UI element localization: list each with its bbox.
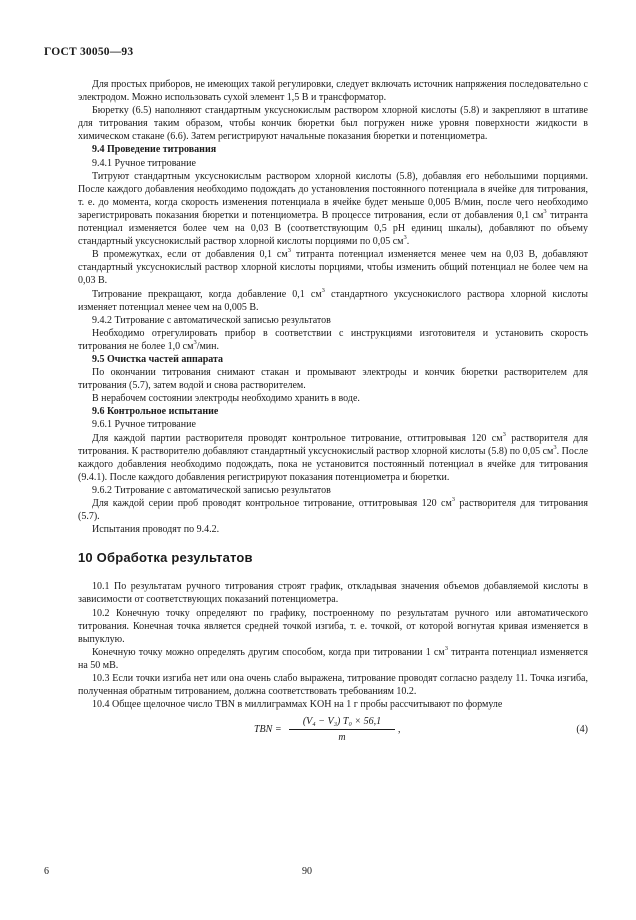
paragraph: 9.6.2 Титрование с автоматической записью результатов	[92, 484, 331, 496]
paragraph: Испытания проводят по 9.4.2.	[92, 524, 220, 536]
paragraph: 10.3 Если точки изгиба нет или она очень слабо выражена, титрование проводят согласно разделу 11. Точка изгиба, полученная обратным титрованием, должна соответствовать требованиям 10.2.	[78, 673, 588, 698]
formula-number: (4)	[576, 724, 588, 736]
formula-numerator: (V₄ − V₃) T₀ × 56,1	[289, 715, 395, 730]
paragraph: Титруют стандартным уксуснокислым раствором хлорной кислоты (5.8), добавляя его небольшими порциями. После каждого добавления необходимо подождать до установления постоянного потенциала в ячейке для титрования, т. е. до момента, когда скорость изменения потенциала в ячейке будет меньше 0,005 В/мин, после чего необходимо зарегистрировать показания бюретки и потенциометра. В процессе титрования, если от добавления 0,1 $см^3$ титранта потенциал изменяется более чем на 0,03 В (соответствующим 0,5 pH единиц шкалы), добавляют по объему стандартный уксуснокислый раствор хлорной кислоты порциями по 0,05 $см^3$.	[78, 170, 588, 248]
subsection-heading: 9.6 Контрольное испытание	[92, 406, 219, 418]
formula-fraction	[289, 715, 395, 744]
paragraph: Для простых приборов, не имеющих такой регулировки, следует включать источник напряжения последовательно с электродом. Можно использовать сухой элемент 1,5 В и трансформатор.	[78, 79, 588, 104]
subsection-heading: 9.4 Проведение титрования	[92, 144, 217, 156]
document-body	[78, 78, 588, 751]
paragraph: Для каждой серии проб проводят контрольное титрование, оттитровывая 120 $см^3$ растворителя для титрования (5.7).	[78, 496, 588, 523]
paragraph: Конечную точку можно определять другим способом, когда при титровании 1 $см^3$ титранта потенциал изменяется на 50 мВ.	[78, 645, 588, 671]
paragraph: Необходимо отрегулировать прибор в соответствии с инструкциями изготовителя и установить скорость титрования не более 1,0 $см^3$/мин.	[78, 327, 588, 352]
section-heading: 10 Обработка результатов	[78, 550, 253, 566]
paragraph: 10.4 Общее щелочное число TBN в миллиграммах KOH на 1 г пробы рассчитывают по формуле	[92, 699, 503, 711]
formula-denominator: m	[338, 732, 346, 744]
paragraph: Титрование прекращают, когда добавление 0,1 $см^3$ стандартного уксуснокислого раствора хлорной кислоты изменяет потенциал менее чем на 0,005 В.	[78, 286, 588, 313]
paragraph: 10.1 По результатам ручного титрования строят график, откладывая значения объемов добавляемой кислоты в зависимости от соответствующих показаний потенциометра.	[78, 581, 588, 606]
paragraph: 9.4.2 Титрование с автоматической записью результатов	[92, 314, 331, 326]
paragraph: В нерабочем состоянии электроды необходимо хранить в воде.	[92, 393, 360, 405]
paragraph: 10.2 Конечную точку определяют по графику, построенному по результатам ручного или автоматического титрования. Конечная точка является средней точкой изгиба, т. е. точкой, от которой вогнутая кривая изменяется в выпуклую.	[78, 607, 588, 645]
paragraph: Бюретку (6.5) наполняют стандартным уксуснокислым раствором хлорной кислоты (5.8) и закрепляют в штативе для титрования таким образом, чтобы кончик бюретки был погружен ниже уровня поверхности жидкости в химическом стакане (6.6). Затем регистрируют начальные показания бюретки и потенциометра.	[78, 105, 588, 143]
paragraph: По окончании титрования снимают стакан и промывают электроды и кончик бюретки растворителем для титрования (5.7), затем водой и снова растворителем.	[78, 367, 588, 392]
paragraph: Для каждой партии растворителя проводят контрольное титрование, оттитровывая 120 $см^3$ растворителя для титрования. К растворителю добавляют стандартный уксуснокислый раствор хлорной кислоты (5.8) по 0,05 $см^3$. После каждого добавления необходимо подождать, пока не установится постоянный потенциал в ячейке для титрования (9.4.1). После каждого добавления регистрируют показания потенциометра и бюретки.	[78, 430, 589, 483]
paragraph: В промежутках, если от добавления 0,1 $см^3$ титранта потенциал изменяется менее чем на 0,03 В, добавляют стандартный уксуснокислый раствор хлорной кислоты порциями, чтобы изменить общий потенциал не более чем на 0,03 В.	[78, 247, 588, 287]
document-header: ГОСТ 30050—93	[44, 46, 134, 58]
paragraph: 9.4.1 Ручное титрование	[92, 157, 196, 169]
page-number-left: 6	[44, 866, 49, 877]
formula-comma: ,	[398, 724, 401, 736]
formula-tbn	[78, 715, 588, 751]
subsection-heading: 9.5 Очистка частей аппарата	[92, 353, 224, 365]
page-number-center: 90	[302, 866, 312, 877]
paragraph: 9.6.1 Ручное титрование	[92, 419, 196, 431]
formula-lhs: TBN =	[254, 724, 282, 736]
